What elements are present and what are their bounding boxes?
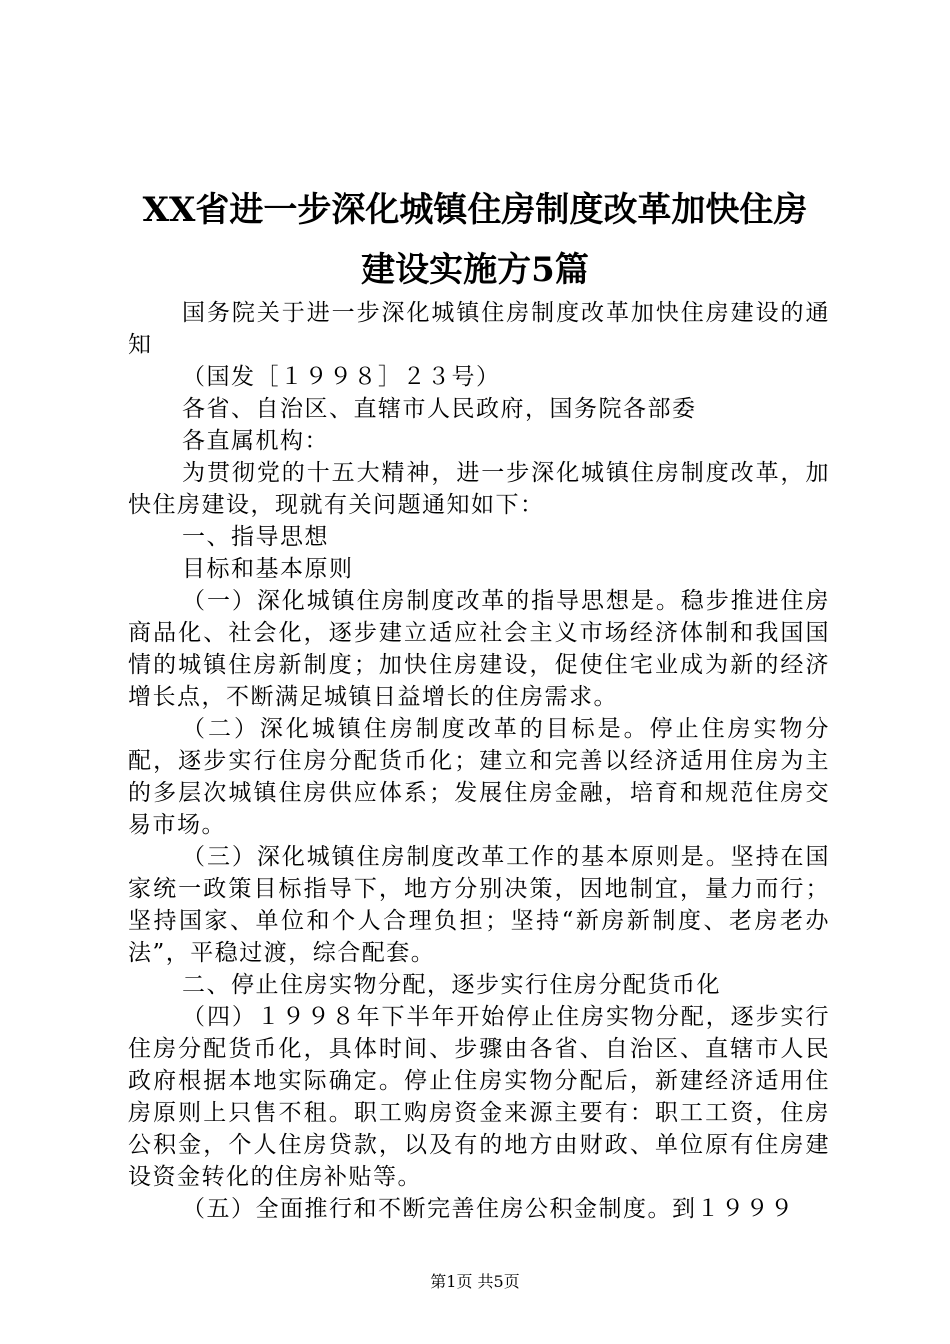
section-heading-1: 一、指导思想	[182, 524, 329, 550]
paragraph-item-2: （二）深化城镇住房制度改革的目标是。停止住房实物分配，逐步实行住房分配货币化；建立和完善以经济适用住房为主的多层次城镇住房供应体系；发展住房金融，培育和规范住房交易市场。	[128, 716, 830, 838]
paragraph-addressees: 各省、自治区、直辖市人民政府，国务院各部委	[182, 396, 697, 422]
paragraph-item-5: （五）全面推行和不断完善住房公积金制度。到１９９９	[182, 1196, 795, 1222]
document-title-line-1: XX省进一步深化城镇住房制度改革加快住房	[142, 190, 808, 230]
paragraph-addressees-cont: 各直属机构：	[182, 428, 329, 454]
section-heading-1-cont: 目标和基本原则	[182, 556, 354, 582]
paragraph-item-3: （三）深化城镇住房制度改革工作的基本原则是。坚持在国家统一政策目标指导下，地方分别决策，因地制宜，量力而行；坚持国家、单位和个人合理负担；坚持“新房新制度、老房老办法”，平稳过渡，综合配套。	[128, 844, 830, 966]
page-footer: 第1页 共5页	[430, 1272, 520, 1291]
paragraph-item-4: （四）１９９８年下半年开始停止住房实物分配，逐步实行住房分配货币化，具体时间、步骤由各省、自治区、直辖市人民政府根据本地实际确定。停止住房实物分配后，新建经济适用住房原则上只售不租。职工购房资金来源主要有：职工工资，住房公积金，个人住房贷款，以及有的地方由财政、单位原有住房建设资金转化的住房补贴等。	[128, 1004, 830, 1190]
section-heading-2: 二、停止住房实物分配，逐步实行住房分配货币化	[182, 972, 721, 998]
document-body	[128, 297, 830, 1225]
document-title-line-2: 建设实施方5篇	[361, 250, 589, 290]
paragraph-notice-title: 国务院关于进一步深化城镇住房制度改革加快住房建设的通知	[128, 300, 830, 358]
paragraph-document-number: （国发［１９９８］２３号）	[182, 364, 501, 390]
paragraph-intro: 为贯彻党的十五大精神，进一步深化城镇住房制度改革，加快住房建设，现就有关问题通知如下：	[128, 460, 830, 518]
paragraph-item-1: （一）深化城镇住房制度改革的指导思想是。稳步推进住房商品化、社会化，逐步建立适应社会主义市场经济体制和我国国情的城镇住房新制度；加快住房建设，促使住宅业成为新的经济增长点，不断满足城镇日益增长的住房需求。	[128, 588, 830, 710]
